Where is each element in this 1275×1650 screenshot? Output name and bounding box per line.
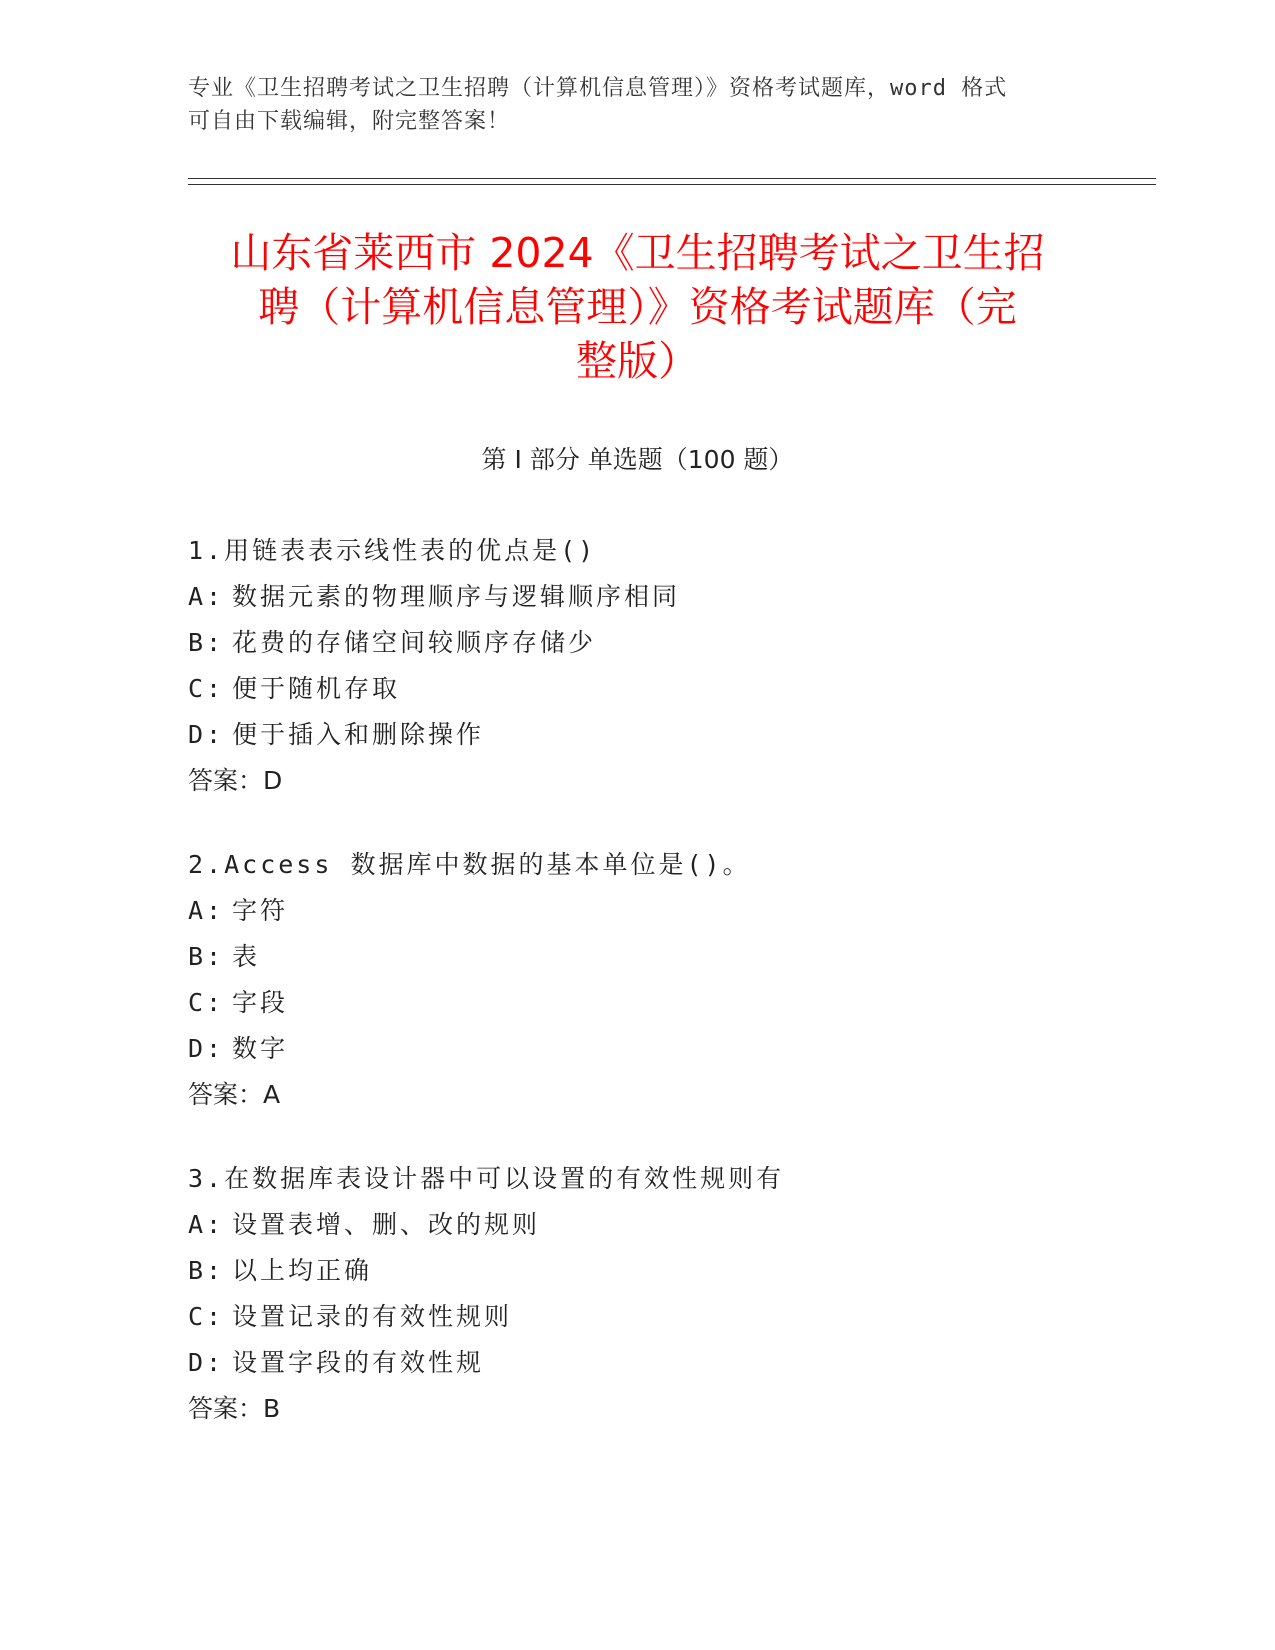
option-label: A: bbox=[188, 582, 225, 611]
header-line-2: 可自由下载编辑，附完整答案！ bbox=[188, 109, 511, 134]
option-label: D: bbox=[188, 1348, 225, 1377]
option-text: 便于插入和删除操作 bbox=[232, 720, 485, 749]
option-text: 数据元素的物理顺序与逻辑顺序相同 bbox=[232, 582, 681, 611]
header-line-1: 专业《卫生招聘考试之卫生招聘（计算机信息管理）》资格考试题库，word 格式 bbox=[188, 76, 1008, 101]
question-stem: 3.在数据库表设计器中可以设置的有效性规则有 bbox=[188, 1164, 785, 1193]
option-label: D: bbox=[188, 1034, 225, 1063]
document-title bbox=[175, 226, 1100, 388]
option-text: 表 bbox=[232, 942, 261, 971]
option-label: D: bbox=[188, 720, 225, 749]
option-label: B: bbox=[188, 942, 225, 971]
option-c bbox=[188, 666, 1088, 712]
option-d bbox=[188, 1026, 1088, 1072]
option-c bbox=[188, 980, 1088, 1026]
option-text: 设置表增、删、改的规则 bbox=[232, 1210, 541, 1239]
option-a bbox=[188, 1202, 1088, 1248]
question-3 bbox=[188, 1156, 1088, 1432]
option-text: 数字 bbox=[232, 1034, 289, 1063]
document-header bbox=[188, 72, 1088, 138]
title-line-2: 聘（计算机信息管理）》资格考试题库（完 bbox=[258, 283, 1017, 331]
option-b bbox=[188, 1248, 1088, 1294]
option-text: 花费的存储空间较顺序存储少 bbox=[232, 628, 597, 657]
option-text: 字段 bbox=[232, 988, 289, 1017]
header-divider-bottom bbox=[188, 184, 1156, 185]
option-text: 设置字段的有效性规 bbox=[232, 1348, 485, 1377]
answer-line: 答案：A bbox=[188, 1080, 281, 1109]
title-line-3: 整版） bbox=[576, 337, 699, 385]
answer-line: 答案：D bbox=[188, 766, 283, 795]
header-divider-top bbox=[188, 178, 1156, 179]
option-label: C: bbox=[188, 988, 225, 1017]
option-a bbox=[188, 574, 1088, 620]
option-d bbox=[188, 712, 1088, 758]
option-b bbox=[188, 620, 1088, 666]
option-c bbox=[188, 1294, 1088, 1340]
question-list bbox=[188, 528, 1088, 1470]
question-stem: 1.用链表表示线性表的优点是() bbox=[188, 536, 597, 565]
option-text: 以上均正确 bbox=[232, 1256, 373, 1285]
section-title: 第 I 部分 单选题（100 题） bbox=[481, 445, 794, 474]
option-label: C: bbox=[188, 1302, 225, 1331]
answer-line: 答案：B bbox=[188, 1394, 281, 1423]
option-label: C: bbox=[188, 674, 225, 703]
option-label: A: bbox=[188, 1210, 225, 1239]
option-label: B: bbox=[188, 628, 225, 657]
option-text: 设置记录的有效性规则 bbox=[232, 1302, 513, 1331]
option-text: 便于随机存取 bbox=[232, 674, 401, 703]
option-label: A: bbox=[188, 896, 225, 925]
option-text: 字符 bbox=[232, 896, 289, 925]
option-a bbox=[188, 888, 1088, 934]
option-b bbox=[188, 934, 1088, 980]
title-line-1: 山东省莱西市 2024《卫生招聘考试之卫生招 bbox=[230, 229, 1045, 277]
option-label: B: bbox=[188, 1256, 225, 1285]
option-d bbox=[188, 1340, 1088, 1386]
question-2 bbox=[188, 842, 1088, 1118]
question-stem: 2.Access 数据库中数据的基本单位是()。 bbox=[188, 850, 751, 879]
question-1 bbox=[188, 528, 1088, 804]
